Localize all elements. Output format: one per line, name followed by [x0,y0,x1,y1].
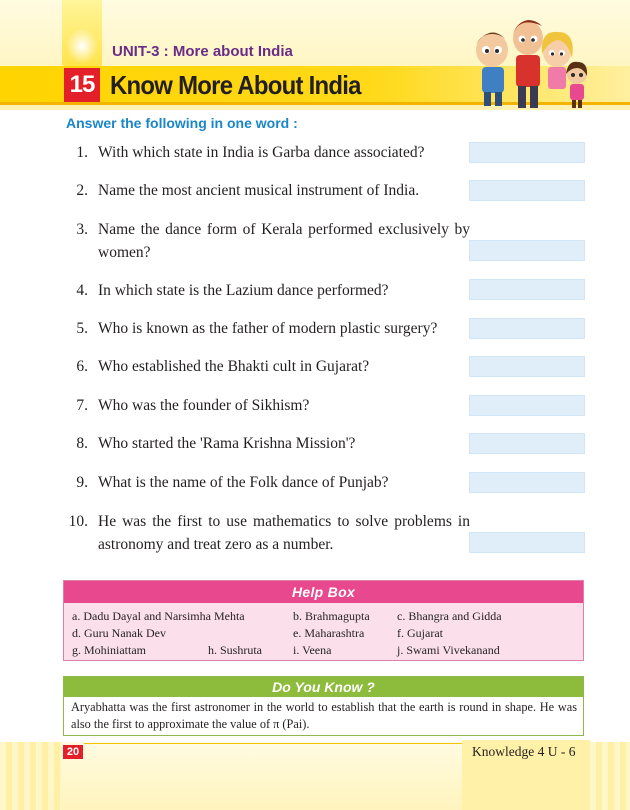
do-you-know-text: Aryabhatta was the first astronomer in the world to establish that the earth is round in shape. He was also the first to approximate the value of π (Pai). [71,700,577,731]
question-text: With which state in India is Garba dance associated? [98,144,425,161]
help-box [63,580,584,661]
question-text: Who established the Bhakti cult in Gujarat? [98,358,370,375]
answer-box-3[interactable] [469,240,585,261]
question-number: 4. [76,282,88,299]
question-number: 9. [76,474,88,491]
answer-box-2[interactable] [469,180,585,201]
page-number: 20 [63,745,83,759]
question-number: 10. [68,513,88,530]
do-you-know-title: Do You Know ? [64,677,583,697]
help-item: i. Veena [293,643,332,657]
answer-box-5[interactable] [469,318,585,339]
answer-box-6[interactable] [469,356,585,377]
chapter-number-badge: 15 [64,68,100,102]
unit-tab-shine [66,28,98,64]
question-text: He was the first to use mathematics to solve problems in astronomy and treat zero as a number. [98,513,470,553]
chapter-title: Know More About India [110,70,361,100]
help-item: d. Guru Nanak Dev [72,626,166,640]
footer-divider [84,743,462,744]
question-text: Who is known as the father of modern plastic surgery? [98,320,438,337]
help-item: c. Bhangra and Gidda [397,609,502,623]
footer-stripe-right [590,742,630,810]
help-item: g. Mohiniattam [72,643,146,657]
question-number: 7. [76,397,88,414]
do-you-know-box [63,676,584,736]
help-item: h. Sushruta [208,643,262,657]
question-text: Who started the 'Rama Krishna Mission'? [98,435,356,452]
cartoon-kids-illustration [462,12,590,112]
help-item: f. Gujarat [397,626,443,640]
answer-box-8[interactable] [469,433,585,454]
answer-box-4[interactable] [469,279,585,300]
question-number: 5. [76,320,88,337]
question-text: What is the name of the Folk dance of Punjab? [98,474,389,491]
help-item: a. Dadu Dayal and Narsimha Mehta [72,609,245,623]
question-text: Name the dance form of Kerala performed exclusively by women? [98,221,470,261]
question-text: Who was the founder of Sikhism? [98,397,310,414]
question-number: 6. [76,358,88,375]
question-number: 8. [76,435,88,452]
help-box-title: Help Box [64,581,583,603]
help-item: j. Swami Vivekanand [397,643,500,657]
book-title: Knowledge 4 U - 6 [472,744,576,759]
answer-box-9[interactable] [469,472,585,493]
unit-line: UNIT-3 : More about India [112,43,293,60]
answer-box-10[interactable] [469,532,585,553]
question-number: 2. [76,182,88,199]
question-text: In which state is the Lazium dance performed? [98,282,389,299]
question-text: Name the most ancient musical instrument of India. [98,182,420,199]
question-number: 3. [76,221,88,238]
question-number: 1. [76,144,88,161]
help-item: b. Brahmagupta [293,609,370,623]
help-item: e. Maharashtra [293,626,365,640]
answer-box-7[interactable] [469,395,585,416]
section-heading: Answer the following in one word : [66,115,298,131]
footer-stripe-left [0,742,62,810]
answer-box-1[interactable] [469,142,585,163]
